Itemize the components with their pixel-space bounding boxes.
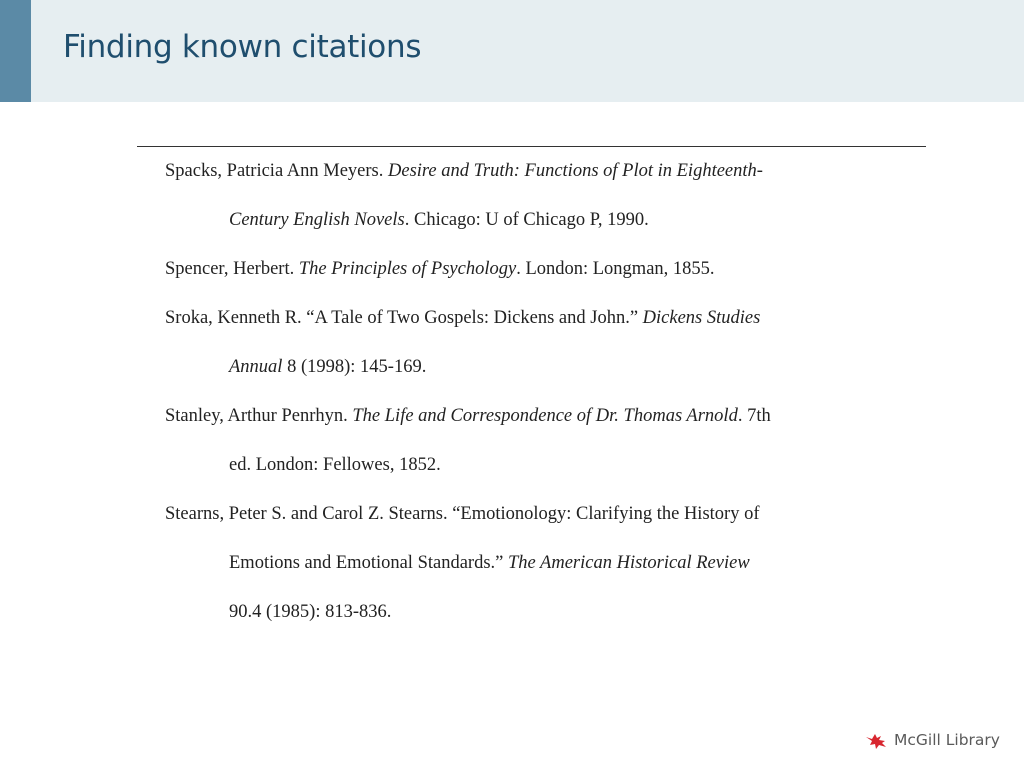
header-accent-stripe xyxy=(0,0,31,102)
citation-title: Century English Novels xyxy=(229,210,405,230)
citation-line xyxy=(165,254,905,303)
citation-line xyxy=(165,499,905,548)
citation-line xyxy=(165,597,905,646)
citation-text: ed. London: Fellowes, 1852. xyxy=(229,455,441,475)
citation-line xyxy=(165,205,905,254)
citation-line xyxy=(165,303,905,352)
citation-text: . 7th xyxy=(737,406,771,426)
citation-text: Stanley, Arthur Penrhyn. xyxy=(165,406,353,426)
citation-text: . London: Longman, 1855. xyxy=(516,259,715,279)
citation-title: The Principles of Psychology xyxy=(298,259,517,279)
citation-entry-sroka xyxy=(165,303,905,401)
citation-line xyxy=(165,352,905,401)
citation-line xyxy=(165,156,905,205)
citation-title: The Life and Correspondence of Dr. Thomas Arnold xyxy=(352,406,738,426)
citation-text: Emotions and Emotional Standards.” xyxy=(229,553,508,573)
slide-title: Finding known citations xyxy=(63,29,422,65)
citation-list xyxy=(165,156,905,646)
citation-entry-stanley xyxy=(165,401,905,499)
citation-text: Spencer, Herbert. xyxy=(165,259,299,279)
mcgill-martlet-icon xyxy=(864,728,888,752)
citation-line xyxy=(165,450,905,499)
top-rule-divider xyxy=(137,146,926,147)
citation-text: Stearns, Peter S. and Carol Z. Stearns. “Emotionology: Clarifying the History of xyxy=(165,504,760,524)
citation-title: Desire and Truth: Functions of Plot in Eighteenth- xyxy=(388,161,763,181)
mcgill-library-logo xyxy=(864,728,1000,752)
citation-text: Sroka, Kenneth R. “A Tale of Two Gospels: Dickens and John.” xyxy=(165,308,643,328)
citation-line xyxy=(165,548,905,597)
citation-text: Spacks, Patricia Ann Meyers. xyxy=(165,161,388,181)
citation-line xyxy=(165,401,905,450)
citation-entry-spencer xyxy=(165,254,905,303)
citation-entry-spacks xyxy=(165,156,905,254)
citation-entry-stearns xyxy=(165,499,905,646)
citation-title: Annual xyxy=(229,357,283,377)
citation-text: . Chicago: U of Chicago P, 1990. xyxy=(404,210,649,230)
citation-text: 8 (1998): 145-169. xyxy=(282,357,427,377)
citation-title: Dickens Studies xyxy=(642,308,761,328)
citation-title: The American Historical Review xyxy=(508,553,750,573)
citation-text: 90.4 (1985): 813-836. xyxy=(229,602,392,622)
logo-text: McGill Library xyxy=(894,731,1000,749)
